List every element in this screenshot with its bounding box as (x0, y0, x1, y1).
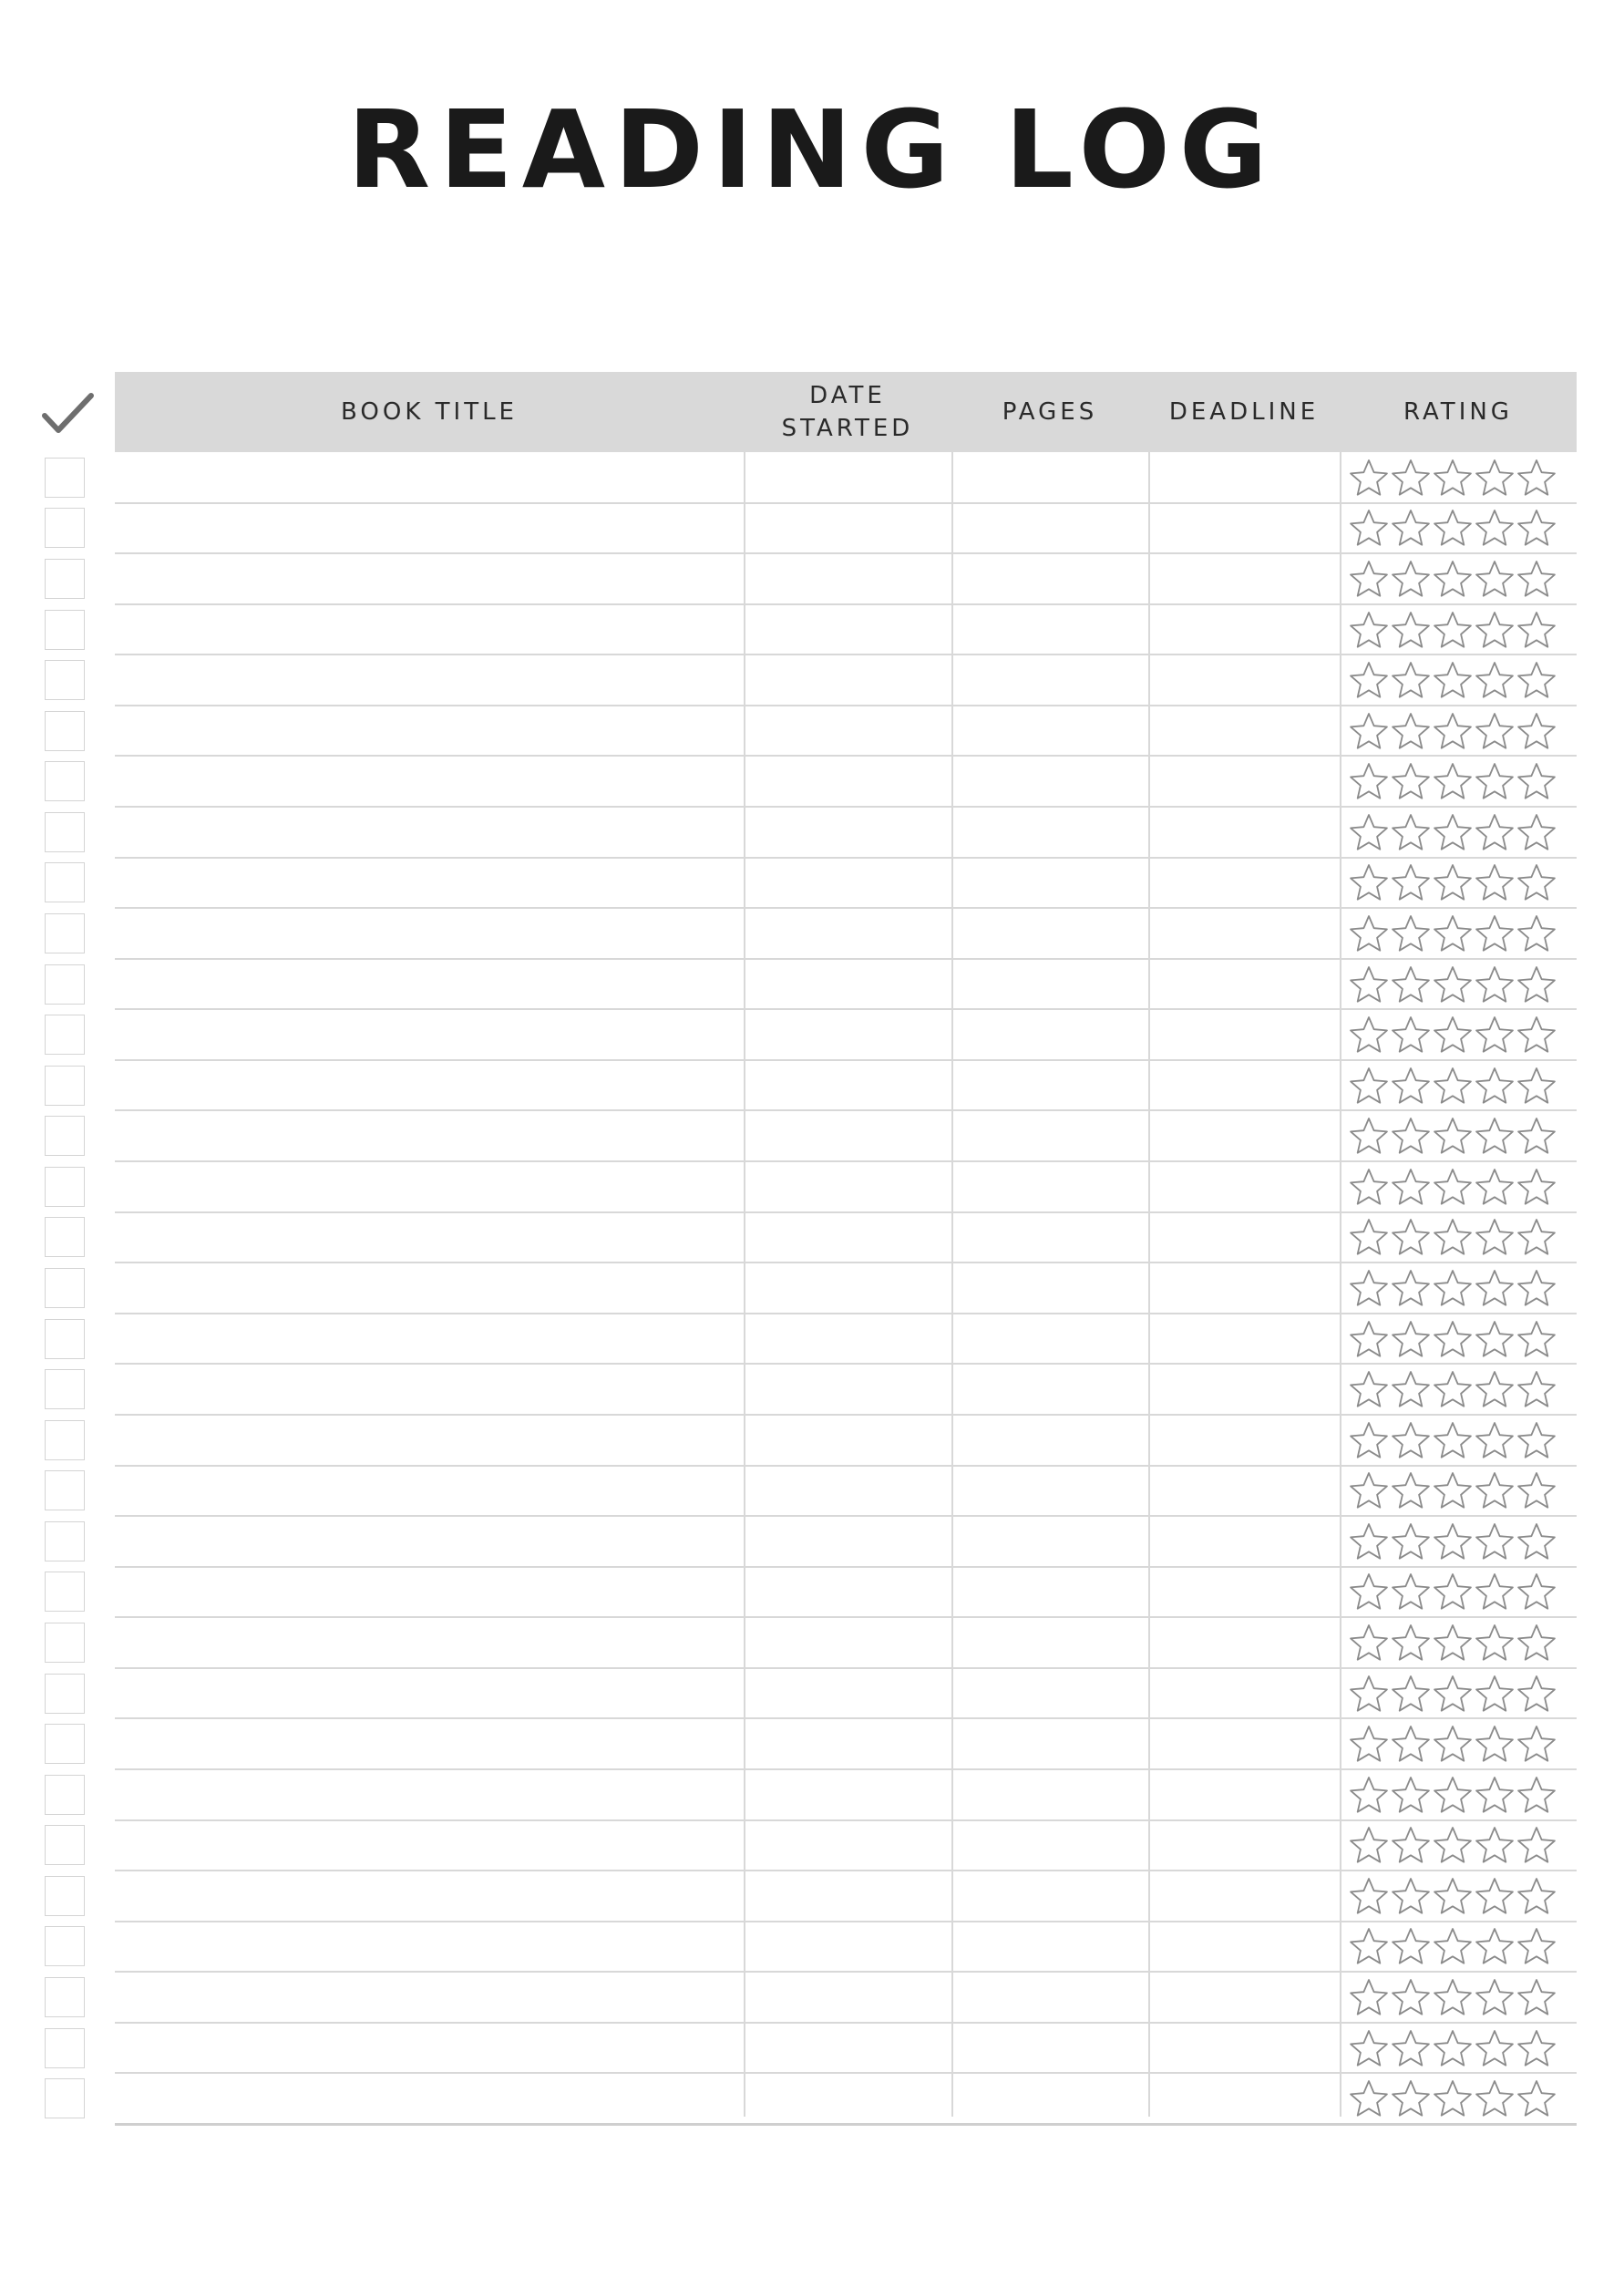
star-outline-icon[interactable] (1349, 1521, 1389, 1561)
star-outline-icon[interactable] (1433, 913, 1473, 953)
done-checkbox[interactable] (45, 1521, 85, 1561)
star-outline-icon[interactable] (1516, 2028, 1557, 2068)
rating-stars[interactable] (1349, 1674, 1560, 1714)
star-outline-icon[interactable] (1433, 964, 1473, 1005)
star-outline-icon[interactable] (1516, 1015, 1557, 1055)
star-outline-icon[interactable] (1349, 1674, 1389, 1714)
rating-stars[interactable] (1349, 1420, 1560, 1460)
star-outline-icon[interactable] (1516, 1623, 1557, 1663)
star-outline-icon[interactable] (1516, 1876, 1557, 1916)
star-outline-icon[interactable] (1391, 1825, 1431, 1865)
star-outline-icon[interactable] (1391, 913, 1431, 953)
rating-stars[interactable] (1349, 711, 1560, 751)
star-outline-icon[interactable] (1516, 1521, 1557, 1561)
star-outline-icon[interactable] (1475, 1470, 1515, 1510)
star-outline-icon[interactable] (1349, 1623, 1389, 1663)
star-outline-icon[interactable] (1516, 1926, 1557, 1966)
star-outline-icon[interactable] (1516, 1268, 1557, 1308)
star-outline-icon[interactable] (1475, 1926, 1515, 1966)
star-outline-icon[interactable] (1391, 761, 1431, 801)
star-outline-icon[interactable] (1475, 862, 1515, 902)
rating-stars[interactable] (1349, 2078, 1560, 2118)
star-outline-icon[interactable] (1516, 1319, 1557, 1359)
rating-stars[interactable] (1349, 1268, 1560, 1308)
star-outline-icon[interactable] (1433, 559, 1473, 599)
star-outline-icon[interactable] (1391, 862, 1431, 902)
star-outline-icon[interactable] (1349, 1470, 1389, 1510)
done-checkbox[interactable] (45, 458, 85, 498)
star-outline-icon[interactable] (1391, 1876, 1431, 1916)
star-outline-icon[interactable] (1349, 1066, 1389, 1106)
star-outline-icon[interactable] (1349, 1977, 1389, 2017)
star-outline-icon[interactable] (1516, 1775, 1557, 1815)
star-outline-icon[interactable] (1475, 1116, 1515, 1156)
star-outline-icon[interactable] (1349, 1319, 1389, 1359)
star-outline-icon[interactable] (1433, 761, 1473, 801)
star-outline-icon[interactable] (1349, 458, 1389, 498)
star-outline-icon[interactable] (1516, 1116, 1557, 1156)
star-outline-icon[interactable] (1349, 559, 1389, 599)
rating-stars[interactable] (1349, 458, 1560, 498)
star-outline-icon[interactable] (1516, 458, 1557, 498)
done-checkbox[interactable] (45, 508, 85, 548)
star-outline-icon[interactable] (1391, 1470, 1431, 1510)
done-checkbox[interactable] (45, 964, 85, 1005)
star-outline-icon[interactable] (1349, 1775, 1389, 1815)
rating-stars[interactable] (1349, 2028, 1560, 2068)
column-header-pages: PAGES (1002, 398, 1098, 426)
star-outline-icon[interactable] (1475, 1066, 1515, 1106)
done-checkbox[interactable] (45, 862, 85, 902)
star-outline-icon[interactable] (1391, 1015, 1431, 1055)
rating-stars[interactable] (1349, 913, 1560, 953)
done-checkbox[interactable] (45, 1470, 85, 1510)
star-outline-icon[interactable] (1475, 1268, 1515, 1308)
star-outline-icon[interactable] (1349, 1724, 1389, 1764)
rating-stars[interactable] (1349, 660, 1560, 700)
star-outline-icon[interactable] (1475, 2028, 1515, 2068)
done-checkbox[interactable] (45, 1066, 85, 1106)
star-outline-icon[interactable] (1391, 1977, 1431, 2017)
star-outline-icon[interactable] (1433, 1268, 1473, 1308)
star-outline-icon[interactable] (1391, 2028, 1431, 2068)
star-outline-icon[interactable] (1475, 1674, 1515, 1714)
star-outline-icon[interactable] (1391, 1623, 1431, 1663)
star-outline-icon[interactable] (1391, 559, 1431, 599)
star-outline-icon[interactable] (1475, 812, 1515, 852)
star-outline-icon[interactable] (1516, 812, 1557, 852)
star-outline-icon[interactable] (1433, 711, 1473, 751)
rating-stars[interactable] (1349, 1876, 1560, 1916)
rating-stars[interactable] (1349, 1926, 1560, 1966)
column-header-book-title: BOOK TITLE (341, 398, 518, 426)
table-header (115, 372, 1577, 452)
star-outline-icon[interactable] (1349, 761, 1389, 801)
star-outline-icon[interactable] (1391, 1572, 1431, 1612)
star-outline-icon[interactable] (1433, 1674, 1473, 1714)
rating-stars[interactable] (1349, 1167, 1560, 1207)
star-outline-icon[interactable] (1391, 1926, 1431, 1966)
star-outline-icon[interactable] (1475, 508, 1515, 548)
star-outline-icon[interactable] (1433, 1319, 1473, 1359)
row-divider (115, 2123, 1577, 2126)
star-outline-icon[interactable] (1475, 1420, 1515, 1460)
star-outline-icon[interactable] (1516, 559, 1557, 599)
star-outline-icon[interactable] (1433, 2028, 1473, 2068)
star-outline-icon[interactable] (1516, 1066, 1557, 1106)
star-outline-icon[interactable] (1391, 1674, 1431, 1714)
star-outline-icon[interactable] (1433, 1420, 1473, 1460)
star-outline-icon[interactable] (1433, 1167, 1473, 1207)
star-outline-icon[interactable] (1349, 913, 1389, 953)
star-outline-icon[interactable] (1516, 610, 1557, 650)
star-outline-icon[interactable] (1349, 1015, 1389, 1055)
rating-stars[interactable] (1349, 1066, 1560, 1106)
done-checkbox[interactable] (45, 1623, 85, 1663)
column-header-deadline: DEADLINE (1168, 398, 1320, 426)
rating-stars[interactable] (1349, 1724, 1560, 1764)
star-outline-icon[interactable] (1475, 1015, 1515, 1055)
star-outline-icon[interactable] (1349, 812, 1389, 852)
star-outline-icon[interactable] (1391, 812, 1431, 852)
star-outline-icon[interactable] (1433, 2078, 1473, 2118)
star-outline-icon[interactable] (1475, 1217, 1515, 1257)
star-outline-icon[interactable] (1433, 660, 1473, 700)
rating-stars[interactable] (1349, 1319, 1560, 1359)
checkmark-icon (40, 390, 95, 438)
star-outline-icon[interactable] (1433, 610, 1473, 650)
star-outline-icon[interactable] (1433, 1470, 1473, 1510)
star-outline-icon[interactable] (1349, 1217, 1389, 1257)
done-checkbox[interactable] (45, 660, 85, 700)
star-outline-icon[interactable] (1475, 660, 1515, 700)
star-outline-icon[interactable] (1475, 1572, 1515, 1612)
done-checkbox[interactable] (45, 913, 85, 953)
star-outline-icon[interactable] (1349, 1167, 1389, 1207)
star-outline-icon[interactable] (1516, 660, 1557, 700)
star-outline-icon[interactable] (1349, 862, 1389, 902)
done-checkbox[interactable] (45, 1775, 85, 1815)
done-checkbox[interactable] (45, 1977, 85, 2017)
star-outline-icon[interactable] (1349, 1825, 1389, 1865)
page-title: READING LOG (347, 87, 1277, 212)
star-outline-icon[interactable] (1391, 1724, 1431, 1764)
star-outline-icon[interactable] (1349, 711, 1389, 751)
star-outline-icon[interactable] (1516, 913, 1557, 953)
rating-stars[interactable] (1349, 1521, 1560, 1561)
star-outline-icon[interactable] (1475, 711, 1515, 751)
star-outline-icon[interactable] (1516, 1470, 1557, 1510)
star-outline-icon[interactable] (1349, 610, 1389, 650)
star-outline-icon[interactable] (1475, 913, 1515, 953)
star-outline-icon[interactable] (1475, 1369, 1515, 1409)
star-outline-icon[interactable] (1433, 1369, 1473, 1409)
star-outline-icon[interactable] (1433, 1876, 1473, 1916)
rating-stars[interactable] (1349, 1572, 1560, 1612)
star-outline-icon[interactable] (1391, 711, 1431, 751)
rating-stars[interactable] (1349, 508, 1560, 548)
star-outline-icon[interactable] (1475, 1724, 1515, 1764)
star-outline-icon[interactable] (1475, 458, 1515, 498)
star-outline-icon[interactable] (1391, 1066, 1431, 1106)
done-checkbox[interactable] (45, 1420, 85, 1460)
star-outline-icon[interactable] (1349, 1369, 1389, 1409)
rating-stars[interactable] (1349, 610, 1560, 650)
column-header-rating: RATING (1403, 398, 1513, 426)
star-outline-icon[interactable] (1516, 1217, 1557, 1257)
star-outline-icon[interactable] (1391, 964, 1431, 1005)
star-outline-icon[interactable] (1391, 1217, 1431, 1257)
star-outline-icon[interactable] (1433, 1825, 1473, 1865)
star-outline-icon[interactable] (1391, 508, 1431, 548)
star-outline-icon[interactable] (1433, 812, 1473, 852)
rating-stars[interactable] (1349, 1015, 1560, 1055)
rating-stars[interactable] (1349, 761, 1560, 801)
star-outline-icon[interactable] (1433, 1217, 1473, 1257)
star-outline-icon[interactable] (1516, 1977, 1557, 2017)
star-outline-icon[interactable] (1433, 1977, 1473, 2017)
star-outline-icon[interactable] (1391, 660, 1431, 700)
star-outline-icon[interactable] (1475, 1775, 1515, 1815)
star-outline-icon[interactable] (1516, 1674, 1557, 1714)
rating-stars[interactable] (1349, 812, 1560, 852)
star-outline-icon[interactable] (1516, 964, 1557, 1005)
star-outline-icon[interactable] (1433, 1623, 1473, 1663)
rating-stars[interactable] (1349, 964, 1560, 1005)
rating-stars[interactable] (1349, 1369, 1560, 1409)
rating-stars[interactable] (1349, 1623, 1560, 1663)
done-checkbox[interactable] (45, 2078, 85, 2118)
done-checkbox[interactable] (45, 1876, 85, 1916)
star-outline-icon[interactable] (1349, 1572, 1389, 1612)
star-outline-icon[interactable] (1433, 1572, 1473, 1612)
star-outline-icon[interactable] (1391, 458, 1431, 498)
rating-stars[interactable] (1349, 559, 1560, 599)
star-outline-icon[interactable] (1516, 1572, 1557, 1612)
star-outline-icon[interactable] (1349, 2078, 1389, 2118)
star-outline-icon[interactable] (1349, 1268, 1389, 1308)
star-outline-icon[interactable] (1349, 2028, 1389, 2068)
star-outline-icon[interactable] (1433, 1724, 1473, 1764)
star-outline-icon[interactable] (1475, 761, 1515, 801)
done-checkbox[interactable] (45, 1926, 85, 1966)
done-checkbox[interactable] (45, 812, 85, 852)
rating-stars[interactable] (1349, 862, 1560, 902)
star-outline-icon[interactable] (1475, 1876, 1515, 1916)
star-outline-icon[interactable] (1516, 862, 1557, 902)
star-outline-icon[interactable] (1349, 1116, 1389, 1156)
done-checkbox[interactable] (45, 559, 85, 599)
star-outline-icon[interactable] (1433, 508, 1473, 548)
star-outline-icon[interactable] (1349, 660, 1389, 700)
done-checkbox[interactable] (45, 1116, 85, 1156)
star-outline-icon[interactable] (1349, 1876, 1389, 1916)
star-outline-icon[interactable] (1516, 508, 1557, 548)
rating-stars[interactable] (1349, 1825, 1560, 1865)
star-outline-icon[interactable] (1475, 1825, 1515, 1865)
done-checkbox[interactable] (45, 1015, 85, 1055)
star-outline-icon[interactable] (1433, 1066, 1473, 1106)
star-outline-icon[interactable] (1391, 1268, 1431, 1308)
star-outline-icon[interactable] (1391, 1775, 1431, 1815)
star-outline-icon[interactable] (1516, 1420, 1557, 1460)
star-outline-icon[interactable] (1391, 610, 1431, 650)
star-outline-icon[interactable] (1349, 1420, 1389, 1460)
star-outline-icon[interactable] (1516, 1167, 1557, 1207)
star-outline-icon[interactable] (1475, 2078, 1515, 2118)
rating-stars[interactable] (1349, 1977, 1560, 2017)
star-outline-icon[interactable] (1516, 2078, 1557, 2118)
star-outline-icon[interactable] (1391, 1116, 1431, 1156)
star-outline-icon[interactable] (1433, 1015, 1473, 1055)
star-outline-icon[interactable] (1391, 1521, 1431, 1561)
done-checkbox[interactable] (45, 1319, 85, 1359)
star-outline-icon[interactable] (1391, 1369, 1431, 1409)
rating-stars[interactable] (1349, 1775, 1560, 1815)
star-outline-icon[interactable] (1475, 1319, 1515, 1359)
column-header-date-started: DATE STARTED (781, 382, 914, 442)
star-outline-icon[interactable] (1516, 1825, 1557, 1865)
done-checkbox[interactable] (45, 1674, 85, 1714)
star-outline-icon[interactable] (1349, 1926, 1389, 1966)
star-outline-icon[interactable] (1349, 508, 1389, 548)
done-checkbox[interactable] (45, 1167, 85, 1207)
star-outline-icon[interactable] (1475, 964, 1515, 1005)
star-outline-icon[interactable] (1516, 1369, 1557, 1409)
star-outline-icon[interactable] (1475, 1521, 1515, 1561)
done-checkbox[interactable] (45, 1217, 85, 1257)
star-outline-icon[interactable] (1433, 458, 1473, 498)
star-outline-icon[interactable] (1391, 2078, 1431, 2118)
star-outline-icon[interactable] (1475, 1977, 1515, 2017)
star-outline-icon[interactable] (1475, 1623, 1515, 1663)
rating-stars[interactable] (1349, 1470, 1560, 1510)
done-checkbox[interactable] (45, 2028, 85, 2068)
rating-stars[interactable] (1349, 1116, 1560, 1156)
star-outline-icon[interactable] (1516, 761, 1557, 801)
star-outline-icon[interactable] (1475, 610, 1515, 650)
star-outline-icon[interactable] (1516, 1724, 1557, 1764)
done-checkbox[interactable] (45, 1825, 85, 1865)
star-outline-icon[interactable] (1475, 1167, 1515, 1207)
star-outline-icon[interactable] (1391, 1319, 1431, 1359)
done-checkbox[interactable] (45, 1572, 85, 1612)
star-outline-icon[interactable] (1433, 1775, 1473, 1815)
done-checkbox[interactable] (45, 1268, 85, 1308)
rating-stars[interactable] (1349, 1217, 1560, 1257)
done-checkbox[interactable] (45, 711, 85, 751)
star-outline-icon[interactable] (1516, 711, 1557, 751)
star-outline-icon[interactable] (1433, 862, 1473, 902)
done-checkbox[interactable] (45, 1369, 85, 1409)
star-outline-icon[interactable] (1433, 1521, 1473, 1561)
done-checkbox[interactable] (45, 761, 85, 801)
star-outline-icon[interactable] (1391, 1167, 1431, 1207)
done-checkbox[interactable] (45, 1724, 85, 1764)
star-outline-icon[interactable] (1433, 1116, 1473, 1156)
star-outline-icon[interactable] (1475, 559, 1515, 599)
done-checkbox[interactable] (45, 610, 85, 650)
star-outline-icon[interactable] (1433, 1926, 1473, 1966)
star-outline-icon[interactable] (1391, 1420, 1431, 1460)
star-outline-icon[interactable] (1349, 964, 1389, 1005)
